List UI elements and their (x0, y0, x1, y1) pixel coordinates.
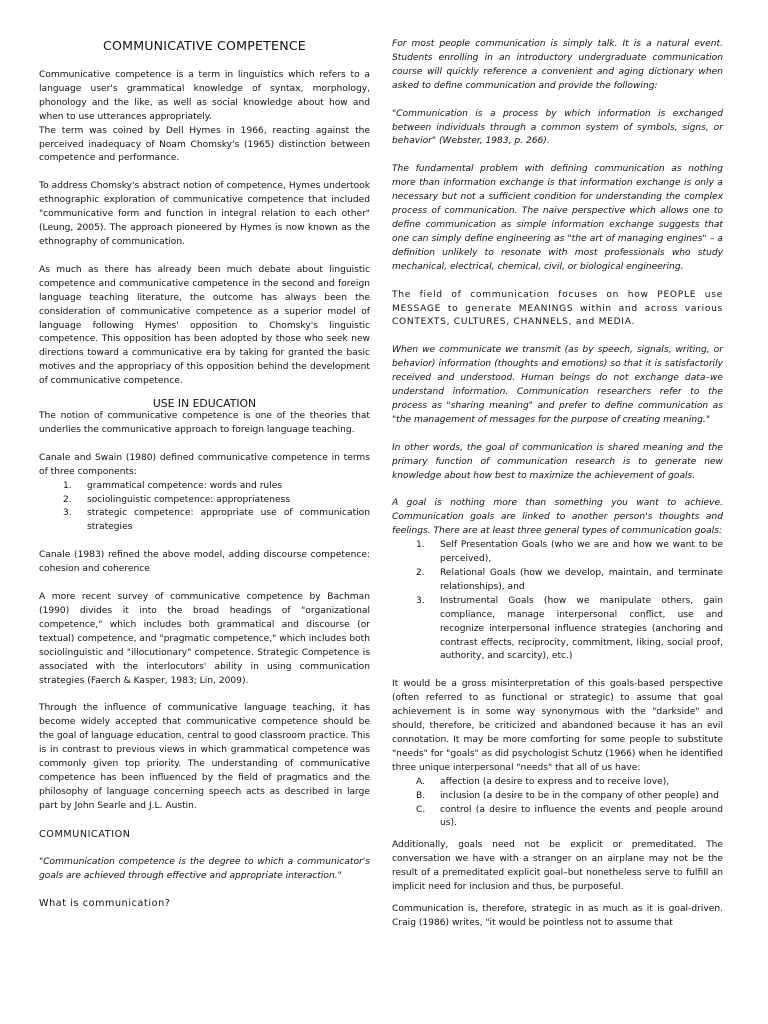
paragraph: The fundamental problem with defining communication as nothing more than information exchange is that information exchange is only a necessary but not a sufficient condition for understanding the complex process of communication. The naive perspective which allows one to define communication as simple information exchange suggests that one can simply define engineering as "the art of managing engines" – a definition unlikely to resonate with most professionals who study mechanical, electrical, chemical, civil, or biological engineering. (392, 164, 723, 272)
quote: "Communication competence is the degree to which a communicator's goals are achieved through effective and appropriate interaction." (39, 856, 370, 881)
goal-list (392, 539, 723, 664)
paragraph: The notion of communicative competence is one of the theories that underlies the communicative approach to foreign language teaching. (39, 411, 370, 435)
list-item: 2. Relational Goals (how we develop, maintain, and terminate relationships), and (416, 568, 723, 592)
needs-list (392, 776, 723, 832)
paragraph: Communication is, therefore, strategic in as much as it is goal-driven. Craig (1986) writes, "it would be pointless not to assume that (392, 903, 723, 928)
paragraph: To address Chomsky's abstract notion of competence, Hymes undertook ethnographic exploration of communicative competence that included "communicative form and function in integral relation to each other" (Leung, 2005). The approach pioneered by Hymes is now known as the ethnography of communication. (39, 181, 370, 247)
quote: "Communication is a process by which information is exchanged between individuals through a common system of symbols, signs, or behavior" (Webster, 1983, p. 266). (392, 108, 723, 147)
list-item: 1. Self Presentation Goals (who we are and how we want to be perceived), (416, 540, 723, 565)
list-item: 2. sociolinguistic competence: appropriateness (63, 494, 291, 505)
paragraph: Through the influence of communicative language teaching, it has become widely accepted that communicative competence should be the goal of language education, central to good classroom practice. This is in contrast to previous views in which grammatical competence was commonly given top priority. The understanding of communicative competence has been influenced by the field of pragmatics and the philosophy of language concerning speech acts as described in large part by John Searle and J.L. Austin. (39, 703, 370, 811)
paragraph: A goal is nothing more than something you want to achieve. Communication goals are linked to another person's thoughts and feelings. There are at least three general types of communication goals: (392, 498, 723, 537)
list-item: 3. strategic competence: appropriate use of communication strategies (63, 508, 370, 533)
paragraph: The field of communication focuses on how PEOPLE use MESSAGE to generate MEANINGS within and across various CONTEXTS, CULTURES, CHANNELS, and MEDIA. (392, 289, 723, 328)
paragraph: Additionally, goals need not be explicit or premeditated. The conversation we have with a stranger on an airplane may not be the result of a premeditated explicit goal–but nonetheless serve to fulfill an implicit need for inclusion and thus, be purposeful. (392, 840, 723, 893)
left-column (39, 38, 370, 911)
section-heading: USE IN EDUCATION (152, 397, 257, 411)
list-item: A. affection (a desire to express and to receive love), (416, 776, 670, 787)
paragraph: It would be a gross misinterpretation of this goals-based perspective (often referred to as functional or strategic) to assume that goal achievement is in some way synonymous with the "darkside" and should, therefore, be criticized and abandoned because it has an evil connotation. It may be more comforting for some people to substitute "needs" for "goals" as did psychologist Schutz (1966) when he identified three unique interpersonal "needs" that all of us have: (392, 679, 723, 773)
paragraph: What is communication? (39, 898, 171, 910)
paragraph: Canale and Swain (1980) defined communicative competence in terms of three components: (39, 452, 370, 477)
paragraph: The term was coined by Dell Hymes in 1966, reacting against the perceived inadequacy of Noam Chomsky's (1965) distinction between competence and performance. (39, 125, 370, 164)
list-item: 1. grammatical competence: words and rules (63, 480, 283, 491)
list-item: B. inclusion (a desire to be in the company of other people) and (416, 790, 719, 801)
component-list (39, 480, 370, 536)
paragraph: As much as there has already been much debate about linguistic competence and communicative competence in the second and foreign language teaching literature, the outcome has always been the consideration of communicative competence as a superior model of language following Hymes' opposition to Chomsky's linguistic competence. This opposition has been adopted by those who seek new directions toward a communicative era by taking for granted the basic motives and the appropriacy of this opposition behind the development of communicative competence. (39, 264, 370, 387)
section-heading: COMMUNICATION (39, 828, 131, 840)
paragraph: A more recent survey of communicative competence by Bachman (1990) divides it into the broad headings of "organizational competence," which includes both grammatical and discourse (or textual) competence, and "pragmatic competence," which includes both sociolinguistic and "illocutionary" competence. Strategic Competence is associated with the interlocutors' ability in using communication strategies (Faerch & Kasper, 1983; Lin, 2009). (39, 592, 370, 686)
paragraph: For most people communication is simply talk. It is a natural event. Students enrolling in an introductory undergraduate communication course will quickly reference a convenient and aging dictionary when asked to define communication and provide the following: (392, 39, 723, 91)
page-title: COMMUNICATIVE COMPETENCE (103, 38, 306, 53)
paragraph: When we communicate we transmit (as by speech, signals, writing, or behavior) information (thoughts and emotions) so that it is satisfactorily received and understood. Human beings do not exchange data–we understand information. Communication researchers refer to the process as "sharing meaning" and prefer to define communication as "the management of messages for the purpose of creating meaning." (392, 345, 723, 425)
paragraph: Communicative competence is a term in linguistics which refers to a language user's grammatical knowledge of syntax, morphology, phonology and the like, as well as social knowledge about how and when to use utterances appropriately. (39, 70, 370, 122)
paragraph: Canale (1983) refined the above model, adding discourse competence: cohesion and coherence (39, 550, 370, 575)
list-item: 3. Instrumental Goals (how we manipulate others, gain compliance, manage interpersonal conflict, use and recognize interpersonal influence strategies (anchoring and contrast effects, reciprocity, commitment, liking, social proof, authority, and scarcity), etc.) (416, 595, 723, 662)
paragraph: In other words, the goal of communication is shared meaning and the primary function of communication research is to generate new knowledge about how best to maximize the achievement of goals. (392, 442, 723, 481)
list-item: C. control (a desire to influence the events and people around us). (416, 804, 723, 829)
right-column (392, 38, 723, 931)
